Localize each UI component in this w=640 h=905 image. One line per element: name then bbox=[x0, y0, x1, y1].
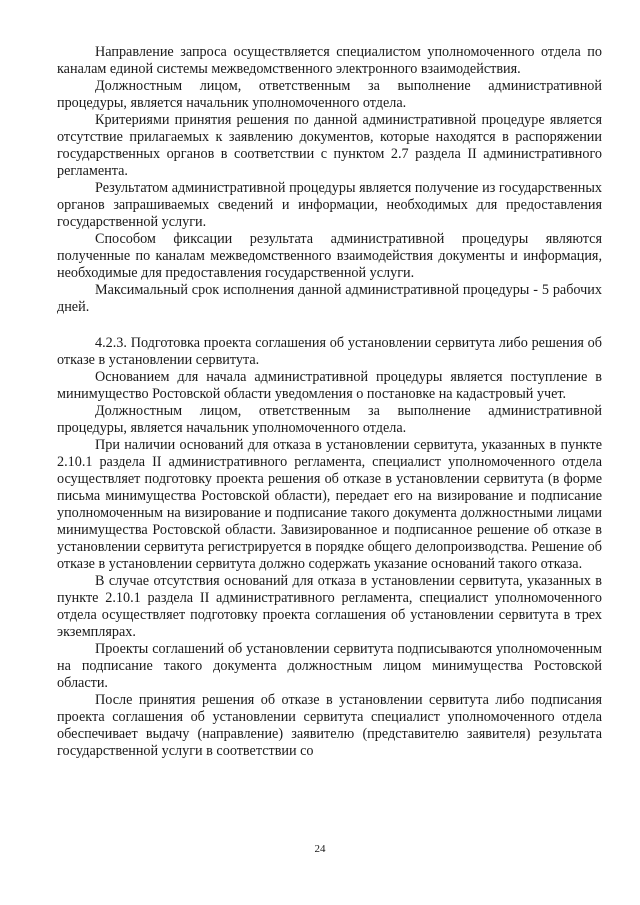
paragraph: Должностным лицом, ответственным за выполнение административной процедуры, является начальник уполномоченного отдела. bbox=[57, 78, 602, 111]
paragraph: Способом фиксации результата административной процедуры являются полученные по каналам межведомственного взаимодействия документы и информация, необходимые для предоставления государственной услуги. bbox=[57, 231, 602, 281]
section-heading-paragraph: 4.2.3. Подготовка проекта соглашения об установлении сервитута либо решения об отказе в установлении сервитута. bbox=[57, 335, 602, 368]
paragraph: Максимальный срок исполнения данной административной процедуры - 5 рабочих дней. bbox=[57, 282, 602, 315]
paragraph: Основанием для начала административной процедуры является поступление в минимущество Ростовской области уведомления о постановке на кадастровый учет. bbox=[57, 369, 602, 402]
paragraph: Проекты соглашений об установлении сервитута подписываются уполномоченным на подписание такого документа должностным лицом минимущества Ростовской области. bbox=[57, 641, 602, 691]
paragraph: Должностным лицом, ответственным за выполнение административной процедуры, является начальник уполномоченного отдела. bbox=[57, 403, 602, 436]
paragraph: В случае отсутствия оснований для отказа в установлении сервитута, указанных в пункте 2.10.1 раздела II административного регламента, специалист уполномоченного отдела осуществляет подготовку проекта соглашения об установлении сервитута в трех экземплярах. bbox=[57, 573, 602, 640]
paragraph: Результатом административной процедуры является получение из государственных органов запрашиваемых сведений и информации, необходимых для предоставления государственной услуги. bbox=[57, 180, 602, 230]
paragraph: Критериями принятия решения по данной административной процедуре является отсутствие прилагаемых к заявлению документов, которые находятся в распоряжении государственных органов в соответствии с пунктом 2.7 раздела II административного регламента. bbox=[57, 112, 602, 179]
page-number: 24 bbox=[314, 843, 326, 855]
document-body bbox=[57, 44, 602, 760]
paragraph: При наличии оснований для отказа в установлении сервитута, указанных в пункте 2.10.1 раздела II административного регламента, специалист уполномоченного отдела осуществляет подготовку проекта решения об отказе в установлении сервитута (в форме письма минимущества Ростовской области), передает его на визирование и подписание уполномоченным на визирование и подписание такого документа должностными лицами минимущества Ростовской области. Завизированное и подписанное решение об отказе в установлении сервитута регистрируется в порядке общего делопроизводства. Решение об отказе в установлении сервитута должно содержать указание оснований такого отказа. bbox=[57, 437, 602, 572]
paragraph: После принятия решения об отказе в установлении сервитута либо подписания проекта соглашения об установлении сервитута специалист уполномоченного отдела обеспечивает выдачу (направление) заявителю (представителю заявителя) результата государственной услуги в соответствии со bbox=[57, 692, 602, 759]
paragraph: Направление запроса осуществляется специалистом уполномоченного отдела по каналам единой системы межведомственного электронного взаимодействия. bbox=[57, 44, 602, 77]
